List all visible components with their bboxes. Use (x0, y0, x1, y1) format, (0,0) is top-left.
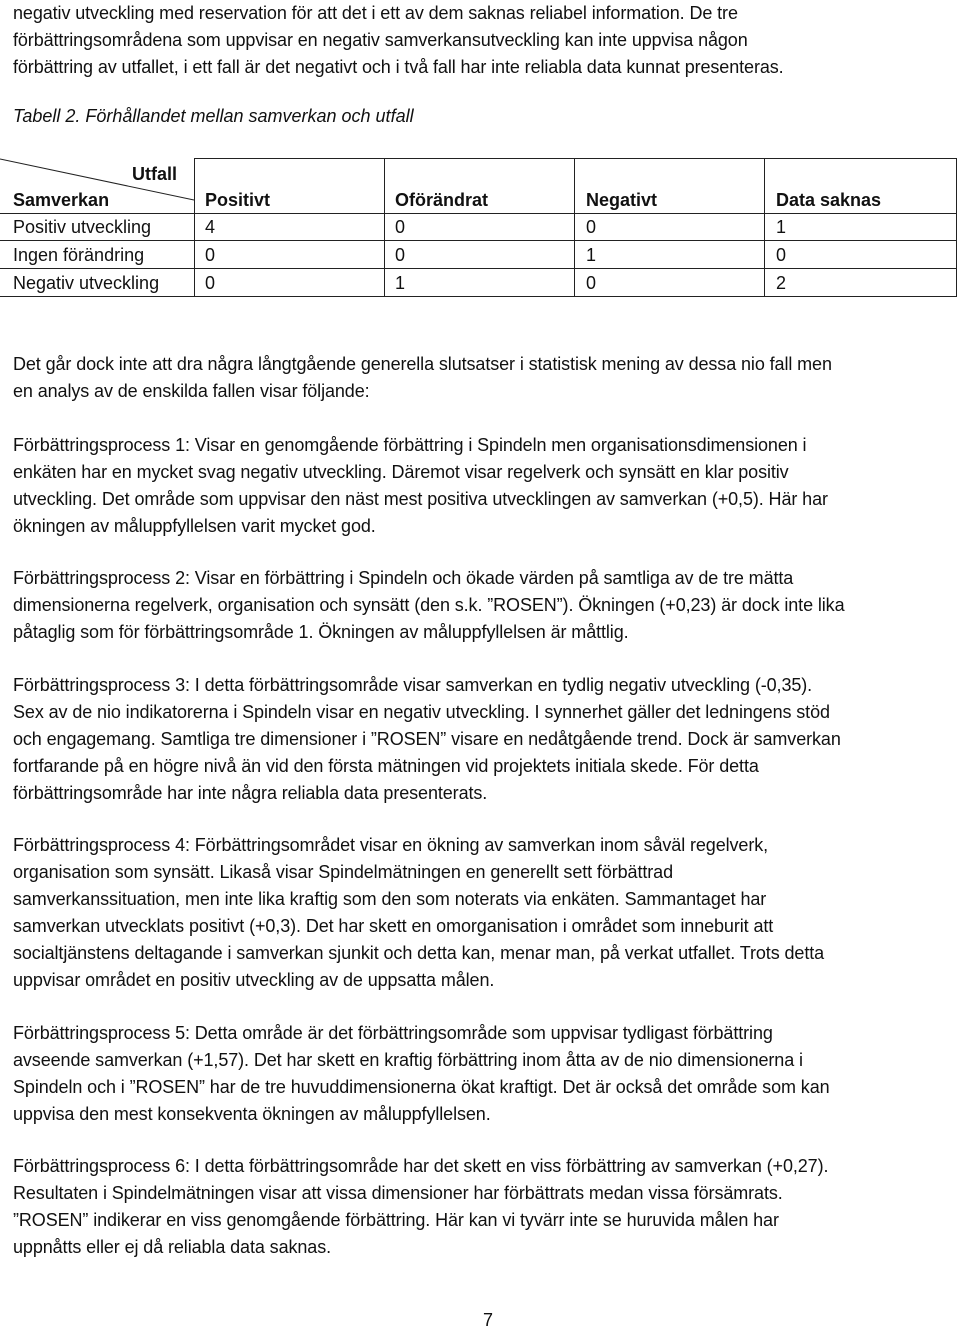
table-cell: 0 (776, 245, 787, 265)
table-cell: 0 (586, 273, 597, 293)
paragraph-line: enkäten har en mycket svag negativ utveckling. Däremot visar regelverk och synsätt en klar positiv (13, 462, 789, 482)
paragraph-line: avseende samverkan (+1,57). Det har skett en kraftig förbättring inom åtta av de nio dimensionerna i (13, 1050, 803, 1070)
process-6-paragraph (13, 1153, 828, 1261)
process-2-paragraph (13, 565, 845, 646)
table-border-right (956, 158, 957, 296)
paragraph-line: Resultaten i Spindelmätningen visar att vissa dimensioner har förbättrats medan vissa försämrats. (13, 1183, 783, 1203)
table-row-divider (0, 240, 957, 241)
table-caption (13, 106, 414, 127)
table-column-divider (574, 158, 575, 296)
paragraph-line: Förbättringsprocess 2: Visar en förbättring i Spindeln och ökade värden på samtliga av de tre mätta (13, 568, 794, 588)
paragraph-line: uppnåtts eller ej då reliabla data saknas. (13, 1237, 332, 1257)
paragraph-line: uppvisar området en positiv utveckling av de uppsatta målen. (13, 970, 495, 990)
paragraph-line: Spindeln och i ”ROSEN” har de tre huvuddimensionerna ökat kraftigt. Det är också det område som kan (13, 1077, 830, 1097)
table-cell: 1 (776, 217, 787, 237)
process-5-paragraph (13, 1020, 830, 1128)
table-row-divider (0, 268, 957, 269)
table-column-header: Negativt (586, 190, 658, 210)
table-cell: 0 (205, 273, 216, 293)
table-cell: 1 (395, 273, 406, 293)
intro-paragraph (13, 0, 784, 81)
table-column-header: Data saknas (776, 190, 882, 210)
paragraph-line: Sex av de nio indikatorerna i Spindeln visar en negativ utveckling. I synnerhet gäller det ledningens stöd (13, 702, 830, 722)
paragraph-line: Förbättringsprocess 6: I detta förbättringsområde har det skett en viss förbättring av samverkan (+0,27). (13, 1156, 829, 1176)
table-cell: 1 (586, 245, 597, 265)
table-cell: 0 (205, 245, 216, 265)
paragraph-line: organisation som synsätt. Likaså visar Spindelmätningen en generellt sett förbättrad (13, 862, 673, 882)
page-number: 7 (483, 1310, 494, 1330)
table-cell: 0 (586, 217, 597, 237)
paragraph-line: fortfarande på en högre nivå än vid den första mätningen vid projektets initiala skede. För detta (13, 756, 759, 776)
paragraph-line: Förbättringsprocess 3: I detta förbättringsområde visar samverkan en tydlig negativ utveckling (-0,35). (13, 675, 813, 695)
table-row-label: Ingen förändring (13, 245, 145, 265)
relation-table (0, 158, 958, 296)
paragraph-line: dimensionerna regelverk, organisation och synsätt (den s.k. ”ROSEN”). Ökningen (+0,23) är dock inte lika (13, 595, 845, 615)
process-3-paragraph (13, 672, 841, 807)
paragraph-line: utveckling. Det område som uppvisar den näst mest positiva utvecklingen av samverkan (+0,5). Här har (13, 489, 828, 509)
table-column-divider (764, 158, 765, 296)
table-cell: 0 (395, 217, 406, 237)
table-corner-top: Utfall (132, 164, 177, 184)
paragraph-line: Det går dock inte att dra några långtgående generella slutsatser i statistisk mening av dessa nio fall men (13, 354, 832, 374)
process-1-paragraph (13, 432, 828, 540)
paragraph-line: ”ROSEN” indikerar en viss genomgående förbättring. Här kan vi tyvärr inte se huruvida målen har (13, 1210, 779, 1230)
paragraph-line: Förbättringsprocess 4: Förbättringsområdet visar en ökning av samverkan inom såväl regelverk, (13, 835, 769, 855)
table-row-label: Negativ utveckling (13, 273, 160, 293)
table-cell: 0 (395, 245, 406, 265)
table-column-divider (384, 158, 385, 296)
paragraph-line: Förbättringsprocess 5: Detta område är det förbättringsområde som uppvisar tydligast förbättring (13, 1023, 773, 1043)
table-column-divider (194, 158, 195, 296)
table-column-header: Positivt (205, 190, 271, 210)
paragraph-line: uppvisa den mest konsekventa ökningen av måluppfyllelsen. (13, 1104, 491, 1124)
intro-line: förbättringsområdena som uppvisar en negativ samverkansutveckling kan inte uppvisa någon (13, 30, 748, 50)
table-row-label: Positiv utveckling (13, 217, 152, 237)
paragraph-line: samverkanssituation, men inte lika kraftig som den som noterats via enkäten. Sammantaget har (13, 889, 767, 909)
body-paragraph (13, 351, 832, 405)
table-row-divider (0, 213, 957, 214)
table-cell: 2 (776, 273, 787, 293)
paragraph-line: Förbättringsprocess 1: Visar en genomgående förbättring i Spindeln men organisationsdimensionen i (13, 435, 807, 455)
paragraph-line: ökningen av måluppfyllelsen varit mycket god. (13, 516, 376, 536)
paragraph-line: påtaglig som för förbättringsområde 1. Ökningen av måluppfyllelsen är måttlig. (13, 622, 629, 642)
table-corner-bottom: Samverkan (13, 190, 110, 210)
paragraph-line: en analys av de enskilda fallen visar följande: (13, 381, 370, 401)
table-row-divider (0, 296, 957, 297)
process-4-paragraph (13, 832, 824, 994)
intro-line: förbättring av utfallet, i ett fall är det negativt och i två fall har inte reliabla data kunnat presenteras. (13, 57, 784, 77)
table-cell: 4 (205, 217, 216, 237)
paragraph-line: förbättringsområde har inte några reliabla data presenterats. (13, 783, 488, 803)
table-caption-label: Tabell 2. (13, 106, 81, 126)
table-border-top (194, 158, 956, 159)
intro-line: negativ utveckling med reservation för att det i ett av dem saknas reliabel information. De tre (13, 3, 738, 23)
paragraph-line: socialtjänstens deltagande i samverkan sjunkit och detta kan, menar man, på verkat utfallet. Trots detta (13, 943, 825, 963)
paragraph-line: samverkan utvecklats positivt (+0,3). Det har skett en omorganisation i området som inneburit att (13, 916, 774, 936)
paragraph-line: och engagemang. Samtliga tre dimensioner i ”ROSEN” visare en nedåtgående trend. Dock är samverkan (13, 729, 841, 749)
table-column-header: Oförändrat (395, 190, 489, 210)
table-caption-text: Förhållandet mellan samverkan och utfall (85, 106, 414, 126)
